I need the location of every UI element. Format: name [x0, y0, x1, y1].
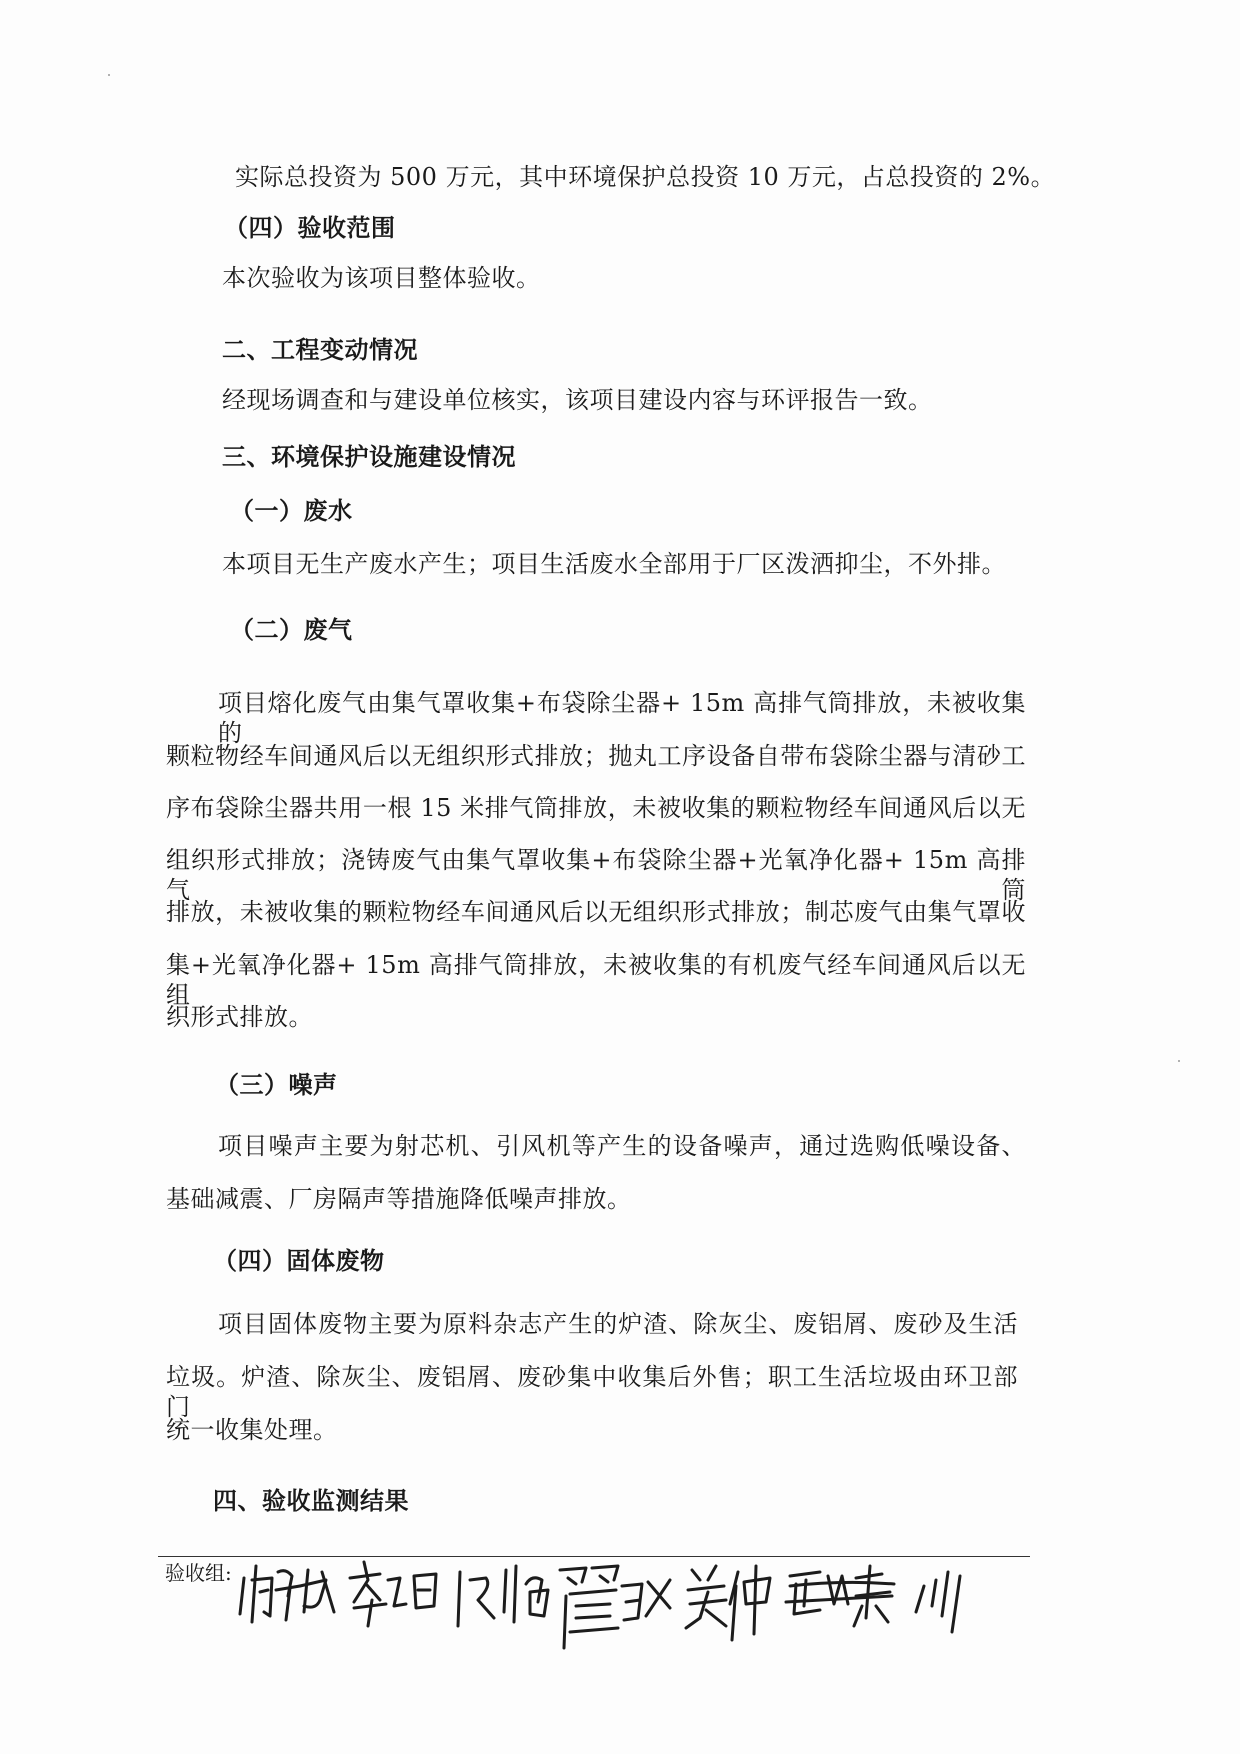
noise-text-line: 基础减震、厂房隔声等措施降低噪声排放。: [166, 1185, 632, 1213]
section-heading-acceptance-scope: （四）验收范围: [224, 213, 396, 242]
signature-1: [240, 1566, 334, 1622]
handwritten-signatures: [230, 1556, 1060, 1676]
investment-line: 实际总投资为 500 万元，其中环境保护总投资 10 万元，占总投资的 2%。: [235, 163, 1056, 191]
section-heading-monitoring-results: 四、验收监测结果: [213, 1486, 409, 1515]
waste-gas-text-line: 组织形式排放；浇铸废气由集气罩收集+布袋除尘器+光氧净化器+ 15m 高排气筒: [166, 846, 1026, 904]
noise-text-line: 项目噪声主要为射芯机、引风机等产生的设备噪声，通过选购低噪设备、: [218, 1132, 1026, 1160]
solid-waste-text-line: 统一收集处理。: [166, 1416, 338, 1444]
waste-gas-text-line: 排放，未被收集的颗粒物经车间通风后以无组织形式排放；制芯废气由集气罩收: [166, 898, 1026, 926]
waste-gas-text-line: 序布袋除尘器共用一根 15 米排气筒排放，未被收集的颗粒物经车间通风后以无: [166, 794, 1026, 822]
wastewater-text: 本项目无生产废水产生；项目生活废水全部用于厂区泼洒抑尘，不外排。: [222, 550, 1006, 578]
signature-3: [458, 1566, 548, 1626]
section-heading-env-facilities: 三、环境保护设施建设情况: [222, 442, 516, 471]
waste-gas-text-line: 项目熔化废气由集气罩收集+布袋除尘器+ 15m 高排气筒排放，未被收集的: [218, 689, 1026, 747]
solid-waste-text-line: 项目固体废物主要为原料杂志产生的炉渣、除灰尘、废铝屑、废砂及生活: [218, 1310, 1018, 1338]
signature-2: [350, 1562, 436, 1626]
engineering-changes-text: 经现场调查和与建设单位核实，该项目建设内容与环评报告一致。: [222, 386, 933, 414]
subheading-wastewater: （一）废水: [230, 496, 353, 525]
waste-gas-text-line: 颗粒物经车间通风后以无组织形式排放；抛丸工序设备自带布袋除尘器与清砂工: [166, 742, 1026, 770]
signature-7: [916, 1572, 960, 1632]
acceptance-scope-text: 本次验收为该项目整体验收。: [222, 264, 541, 292]
waste-gas-text-line: 织形式排放。: [166, 1003, 313, 1031]
subheading-noise: （三）噪声: [215, 1070, 338, 1099]
signature-4: [560, 1566, 670, 1648]
signature-6: [786, 1566, 894, 1626]
signature-label: 验收组:: [165, 1561, 232, 1585]
waste-gas-text-line: 集+光氧净化器+ 15m 高排气筒排放，未被收集的有机废气经车间通风后以无组: [166, 951, 1026, 1009]
subheading-waste-gas: （二）废气: [230, 615, 353, 644]
solid-waste-text-line: 垃圾。炉渣、除灰尘、废铝屑、废砂集中收集后外售；职工生活垃圾由环卫部门: [166, 1363, 1018, 1421]
section-heading-engineering-changes: 二、工程变动情况: [222, 335, 418, 364]
scan-speck: [108, 74, 110, 76]
signature-5: [686, 1566, 770, 1640]
subheading-solid-waste: （四）固体废物: [213, 1246, 385, 1275]
scan-speck: [1178, 1060, 1180, 1062]
